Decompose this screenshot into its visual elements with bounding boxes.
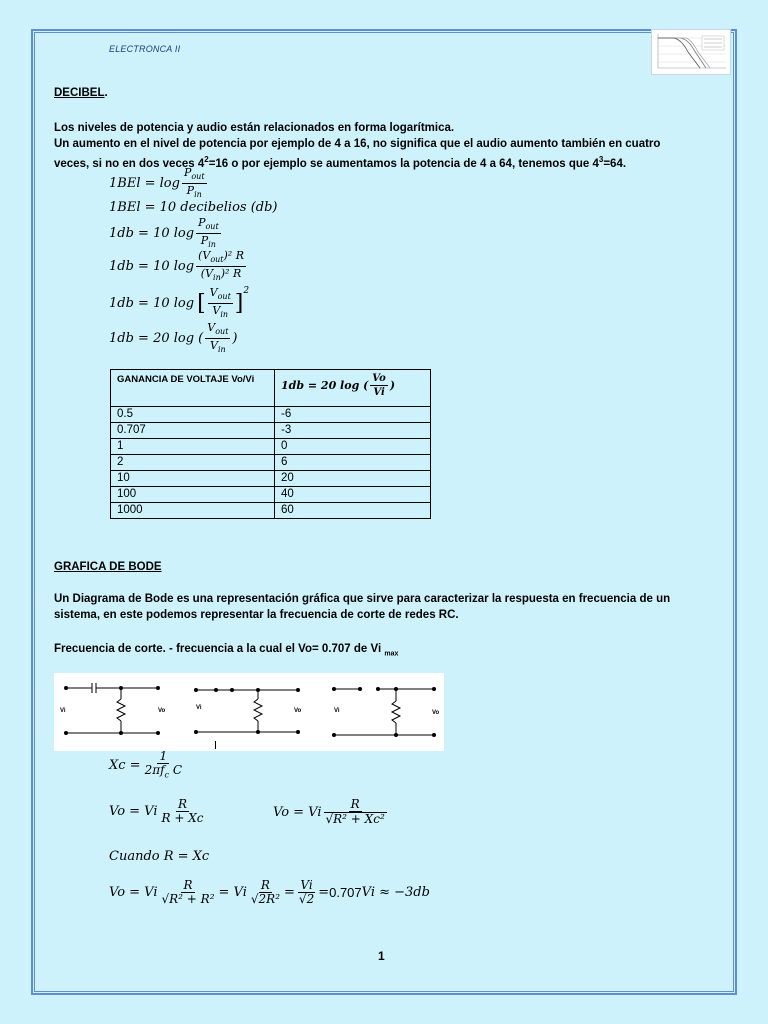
formula-bel-decibelios: 1BEl = 10 decibelios (db) <box>109 200 278 215</box>
header-title: ELECTRONCA II <box>109 44 181 54</box>
bode-paragraph: Un Diagrama de Bode es una representación gráfica que sirve para caracterizar la respuesta en frecuencia de un sistema, en este podemos representar la frecuencia de corte de redes RC. <box>54 593 671 621</box>
gain-cell: 0.5 <box>111 407 275 423</box>
table-row <box>111 455 431 471</box>
circuit1-vi-label: Vi <box>60 708 66 714</box>
formula-xc: Xc = $\frac{1}{2\pi f_c C}$ <box>109 749 183 780</box>
table-row <box>111 487 431 503</box>
section-heading-decibel: DECIBEL. <box>54 87 108 99</box>
voltage-gain-table <box>110 369 431 519</box>
table-header-row <box>111 370 431 407</box>
formula-bel: 1BEl = log $\frac{P_{out}}{P_{in}}$ <box>109 166 205 200</box>
circuit2-vo-label: Vo <box>294 708 302 714</box>
db-cell: 20 <box>275 471 431 487</box>
table-row <box>111 471 431 487</box>
cutoff-frequency-text: Frecuencia de corte. - frecuencia a la cual el Vo= 0.707 de Vi $_{max}$ <box>54 643 399 658</box>
db-cell: -6 <box>275 407 431 423</box>
db-cell: 6 <box>275 455 431 471</box>
gain-cell: 1 <box>111 439 275 455</box>
circuit1-vo-label: Vo <box>158 708 166 714</box>
table-header-gain: GANANCIA DE VOLTAJE Vo/Vi <box>111 370 275 407</box>
table-row <box>111 423 431 439</box>
formula-vo-cutoff: Vo = Vi $\frac{R}{\text{√R² + R²}}$ = Vi $\frac{R}{\text{√2R²}}$ = $\frac{Vi}{√2}$ = 0.707 Vi ≈ −3db <box>109 878 430 906</box>
rc-circuits-image <box>54 673 444 751</box>
db-cell: -3 <box>275 423 431 439</box>
db-cell: 40 <box>275 487 431 503</box>
formula-vo-rms: Vo = Vi $\frac{R}{\text{√R² + Xc²}}$ <box>273 797 385 826</box>
gain-cell: 0.707 <box>111 423 275 439</box>
formula-condition: Cuando R = Xc <box>109 849 210 864</box>
circuit2-vi-label: Vi <box>196 705 202 711</box>
formula-db-20log: 1db = 20 log ( $\frac{V_{out}}{V_{in}}$ ) <box>109 321 238 355</box>
formula-vo-rc: Vo = Vi $\frac{R}{R + Xc}$ <box>109 797 204 825</box>
formula-db-bracket: 1db = 10 log [ $\frac{V_{out}}{V_{in}}$ ] $^2$ <box>109 286 250 320</box>
circuit3-vo-label: Vo <box>432 710 440 716</box>
header-thumbnail-graph <box>651 29 731 75</box>
table-row <box>111 503 431 519</box>
page-number: 1 <box>378 949 385 963</box>
circuit3-vi-label: Vi <box>334 708 340 714</box>
gain-cell: 10 <box>111 471 275 487</box>
cursor-mark <box>215 741 216 749</box>
db-cell: 60 <box>275 503 431 519</box>
intro-paragraph: Los niveles de potencia y audio están relacionados en forma logarítmica. Un aumento en el nivel de potencia por ejemplo de 4 a 16, no significa que el audio aumento también en cuatro veces, si no en dos veces $4^2=16$ o por ejemplo se aumentamos la potencia de 4 a 64, tenemos que $4^3=64$. <box>54 122 661 170</box>
section-heading-bode: GRAFICA DE BODE <box>54 561 162 573</box>
formula-db-power: 1db = 10 log $\frac{P_{out}}{P_{in}}$ <box>109 216 219 250</box>
gain-cell: 2 <box>111 455 275 471</box>
table-row <box>111 407 431 423</box>
table-header-db: 1db = 20 log ( $\frac{Vo}{Vi}$ ) <box>275 370 431 407</box>
formula-db-voltage-squared: 1db = 10 log $\frac{(V_{out})^2 R}{(V_{in})^2 R}$ <box>109 249 244 283</box>
gain-cell: 100 <box>111 487 275 503</box>
gain-cell: 1000 <box>111 503 275 519</box>
db-cell: 0 <box>275 439 431 455</box>
table-row <box>111 439 431 455</box>
